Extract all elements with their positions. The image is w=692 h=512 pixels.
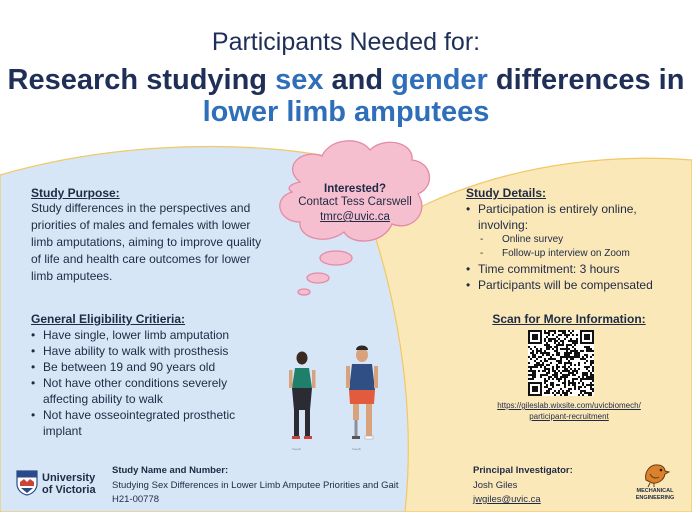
bird-logo-icon [640, 460, 670, 488]
details-list [466, 201, 676, 233]
subtitle: Participants Needed for: [211, 28, 481, 56]
list-item: • Have ability to walk with prosthesis [31, 343, 271, 359]
contact-heading: Interested? [324, 183, 386, 195]
dept-line-1: MECHANICAL [636, 488, 674, 494]
study-number: H21-00778 [112, 494, 160, 505]
pi-name: Josh Giles [473, 480, 518, 491]
university-line-1: University [42, 472, 96, 484]
qr-code[interactable] [528, 330, 594, 396]
pi-heading: Principal Investigator: [473, 465, 573, 476]
list-item: • Not have other conditions severely affecting ability to walk [31, 375, 255, 407]
title-part-5: differences in [487, 64, 685, 96]
study-purpose-heading: Study Purpose: [31, 186, 120, 200]
title-line-2: lower limb amputees [202, 96, 490, 128]
svg-text:freepik: freepik [292, 447, 302, 451]
dept-line-2: ENGINEERING [635, 494, 675, 501]
svg-text:freepik: freepik [352, 447, 362, 451]
page-title [0, 64, 692, 128]
list-item: • Not have osseointegrated prosthetic implant [31, 407, 263, 439]
list-item: • Participation is entirely online, involving: [466, 201, 668, 233]
university-name [42, 472, 96, 496]
list-item: - Follow-up interview on Zoom [466, 247, 676, 261]
title-part-3: and [323, 64, 392, 96]
details-list-rest [466, 261, 676, 293]
dept-name [628, 488, 682, 501]
study-purpose-text: Study differences in the perspectives and priorities of males and females with lower limb amputations, aiming to improve quality of life and health care outcomes for lower limb amputees. [31, 201, 262, 283]
scan-url-link-2[interactable]: participant-recruitment [529, 412, 609, 421]
study-details-heading: Study Details: [466, 186, 547, 200]
scan-section [470, 312, 668, 326]
study-details-section [466, 186, 676, 293]
eligibility-list [31, 327, 271, 439]
pi-email-link[interactable]: jwgiles@uvic.ca [473, 494, 541, 505]
list-item: • Time commitment: 3 hours [466, 261, 676, 277]
details-sub-list [466, 233, 676, 261]
scan-url [470, 400, 668, 422]
list-item: • Participants will be compensated [466, 277, 676, 293]
study-name: Studying Sex Differences in Lower Limb Amputee Priorities and Gait [112, 480, 399, 491]
scan-url-link-1[interactable]: https://gileslab.wixsite.com/uvicbiomech/ [497, 401, 641, 410]
contact-line: Contact Tess Carswell [298, 196, 412, 208]
contact-email-link[interactable]: tmrc@uvic.ca [320, 211, 390, 223]
study-name-heading: Study Name and Number: [112, 465, 229, 476]
university-line-2: of Victoria [42, 484, 96, 496]
list-item: • Be between 19 and 90 years old [31, 359, 271, 375]
study-purpose-section [31, 186, 271, 285]
scan-heading: Scan for More Information: [492, 312, 646, 326]
pi-section [473, 465, 623, 507]
title-sex: sex [275, 64, 324, 96]
list-item: • Have single, lower limb amputation [31, 327, 271, 343]
uvic-crest-logo [16, 470, 38, 496]
eligibility-section [31, 312, 271, 439]
eligibility-heading: General Eligibility Critieria: [31, 312, 186, 326]
contact-section [290, 183, 420, 225]
title-gender: gender [391, 64, 488, 96]
study-name-section [112, 465, 412, 507]
list-item: - Online survey [466, 233, 676, 247]
title-part-1: Research studying [7, 64, 276, 96]
